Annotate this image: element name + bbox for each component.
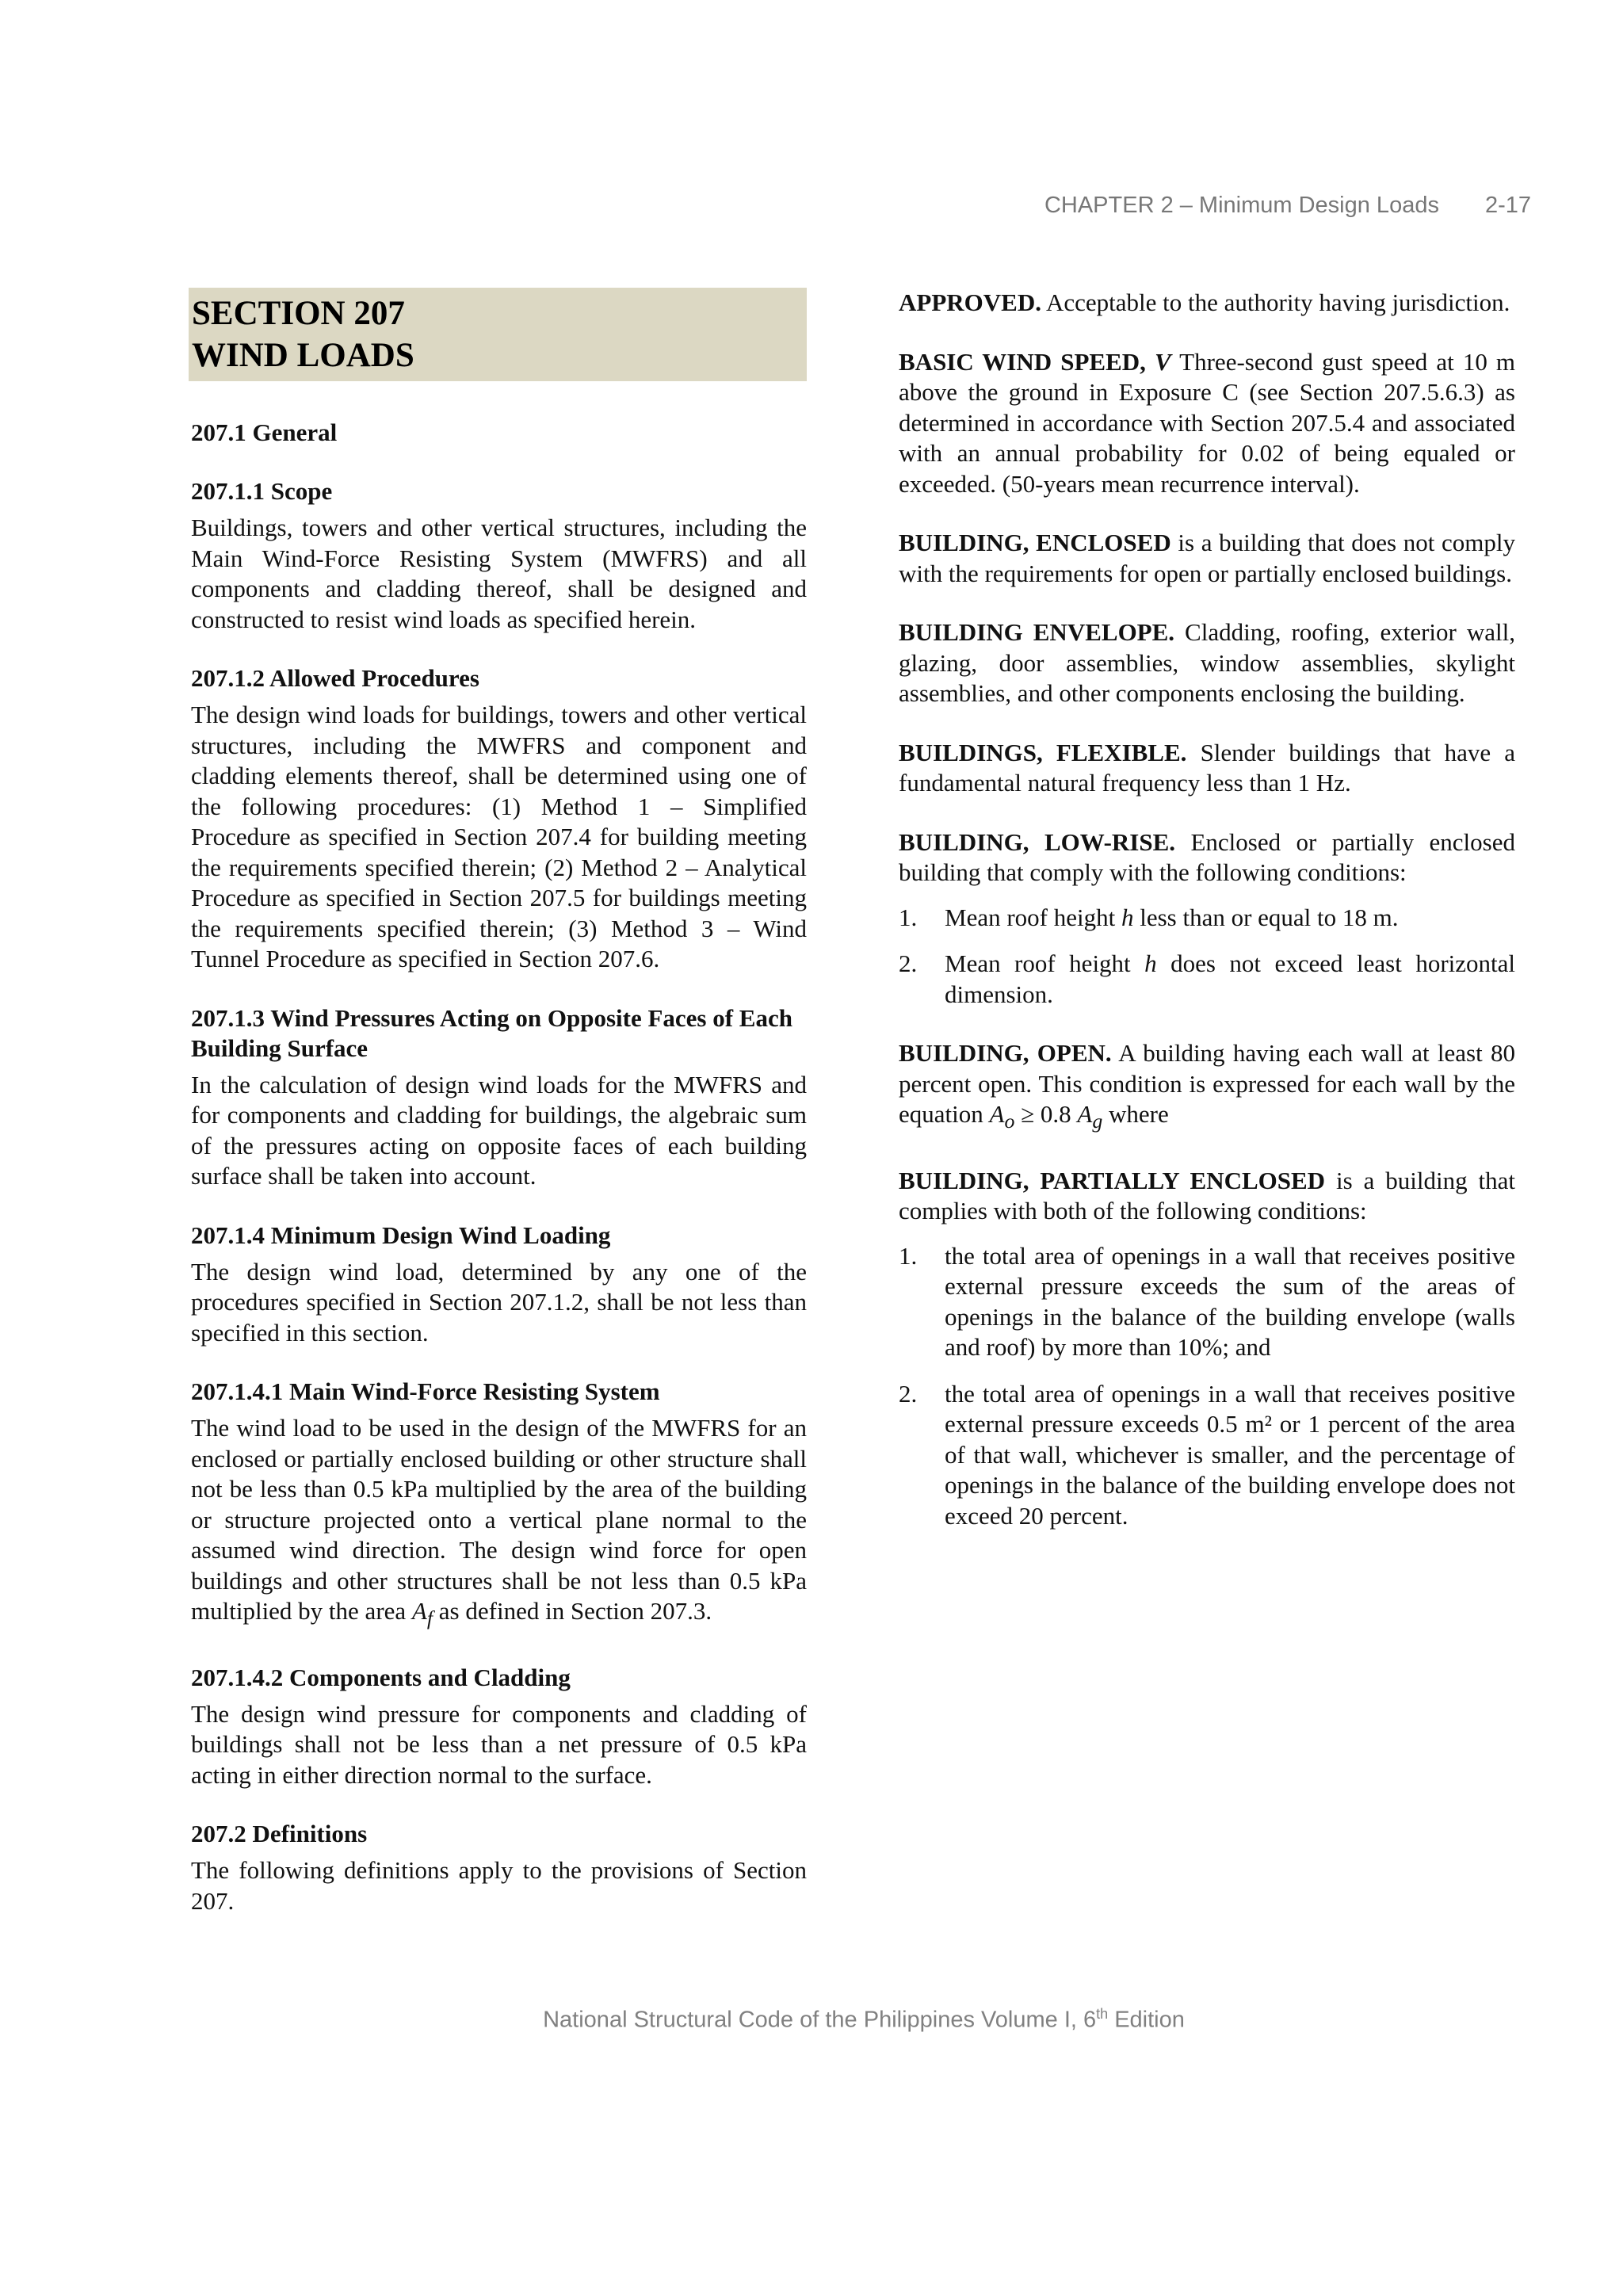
section-number: SECTION 207 xyxy=(192,295,405,332)
page-header xyxy=(1044,193,1531,219)
paragraph-207-1-2: The design wind loads for buildings, towers and other vertical structures, including the MWFRS and component and cladding elements thereof, shall be determined using one of the following procedures: (1) Method 1 – Simplified Procedure as specified in Section 207.4 for building meeting the requirements specified therein; (2) Method 2 – Analytical Procedure as specified in Section 207.5 for buildings meeting the requirements specified therein; (3) Method 3 – Wind Tunnel Procedure as specified in Section 207.6. xyxy=(191,701,807,972)
heading-207-1-4-1: 207.1.4.1 Main Wind-Force Resisting System xyxy=(191,1377,660,1405)
section-banner xyxy=(189,288,807,381)
definition-building-envelope: BUILDING ENVELOPE. Cladding, roofing, exterior wall, glazing, door assemblies, window assemblies, skylight assemblies, and other components enclosing the building. xyxy=(899,618,1515,707)
paragraph-207-1-1: Buildings, towers and other vertical structures, including the Main Wind-Force Resisting System (MWFRS) and all components and cladding thereof, shall be designed and constructed to resist wind loads as specified herein. xyxy=(191,514,807,633)
paragraph-207-2: The following definitions apply to the provisions of Section 207. xyxy=(191,1856,807,1915)
paragraph-207-1-4: The design wind load, determined by any one of the procedures specified in Section 207.1.2, shall be not less than specified in this section. xyxy=(191,1257,807,1347)
definition-building-enclosed: BUILDING, ENCLOSED is a building that does not comply with the requirements for open or partially enclosed buildings. xyxy=(899,529,1515,587)
definition-building-open: BUILDING, OPEN. A building having each wall at least 80 percent open. This condition is expressed for each wall by the equation $A_o \ge 0.8$ $A_g$ where xyxy=(899,1039,1515,1133)
heading-207-1-1: 207.1.1 Scope xyxy=(191,477,333,505)
paragraph-207-1-3: In the calculation of design wind loads for the MWFRS and for components and cladding for buildings, the algebraic sum of the pressures acting on opposite faces of each building surface shall be taken into account. xyxy=(191,1070,807,1190)
right-column xyxy=(899,288,1515,1560)
heading-207-1-2: 207.1.2 Allowed Procedures xyxy=(191,664,479,692)
list-item: 2. Mean roof height h does not exceed least horizontal dimension. xyxy=(899,949,1516,1008)
heading-207-1-4-2: 207.1.4.2 Components and Cladding xyxy=(191,1663,571,1691)
list-item: 1. the total area of openings in a wall that receives positive external pressure exceeds the sum of the areas of openings in the balance of the building envelope (walls and roof) by more than 10%; and xyxy=(899,1241,1515,1362)
paragraph-207-1-4-1: The wind load to be used in the design of the MWFRS for an enclosed or partially enclosed building or other structure shall not be less than 0.5 kPa multiplied by the area of the building or structure projected onto a vertical plane normal to the assumed wind direction. The design wind force for open buildings and other structures shall be not less than 0.5 kPa multiplied by the area $A_f$ as defined in Section 207.3. xyxy=(191,1414,807,1630)
heading-207-2: 207.2 Definitions xyxy=(191,1820,368,1848)
page-footer: National Structural Code of the Philippines Volume I, 6th Edition xyxy=(543,2006,1185,2033)
left-column xyxy=(189,288,807,1916)
definition-building-low-rise: BUILDING, LOW-RISE. Enclosed or partially enclosed building that comply with the following conditions: xyxy=(899,827,1515,886)
definition-basic-wind-speed: BASIC WIND SPEED, V Three-second gust speed at 10 m above the ground in Exposure C (see Section 207.5.6.3) as determined in accordance with Section 207.5.4 and associated with an annual probability for 0.02 of being equaled or exceeded. (50-years mean recurrence interval). xyxy=(899,347,1516,498)
partially-enclosed-conditions-list xyxy=(899,1241,1515,1532)
page-number: 2-17 xyxy=(1484,193,1531,218)
heading-207-1-3: 207.1.3 Wind Pressures Acting on Opposite Faces of Each Building Surface xyxy=(191,1003,792,1062)
definition-building-partially-enclosed: BUILDING, PARTIALLY ENCLOSED is a building that complies with both of the following conditions: xyxy=(899,1166,1515,1225)
heading-207-1: 207.1 General xyxy=(191,418,338,446)
definition-approved: APPROVED. Acceptable to the authority having jurisdiction. xyxy=(899,288,1510,316)
paragraph-207-1-4-2: The design wind pressure for components and cladding of buildings shall not be less than a net pressure of 0.5 kPa acting in either direction normal to the surface. xyxy=(191,1699,807,1789)
chapter-title: CHAPTER 2 – Minimum Design Loads xyxy=(1044,193,1439,218)
heading-207-1-4: 207.1.4 Minimum Design Wind Loading xyxy=(191,1221,611,1249)
low-rise-conditions-list xyxy=(899,903,1515,1010)
section-title: WIND LOADS xyxy=(192,337,414,374)
list-item: 1. Mean roof height h less than or equal to 18 m. xyxy=(899,903,1399,931)
list-item: 2. the total area of openings in a wall that receives positive external pressure exceeds 0.5 m² or 1 percent of the area of that wall, whichever is smaller, and the percentage of openings in the balance of the building envelope does not exceed 20 percent. xyxy=(899,1379,1515,1530)
definition-buildings-flexible: BUILDINGS, FLEXIBLE. Slender buildings that have a fundamental natural frequency less than 1 Hz. xyxy=(899,738,1515,797)
